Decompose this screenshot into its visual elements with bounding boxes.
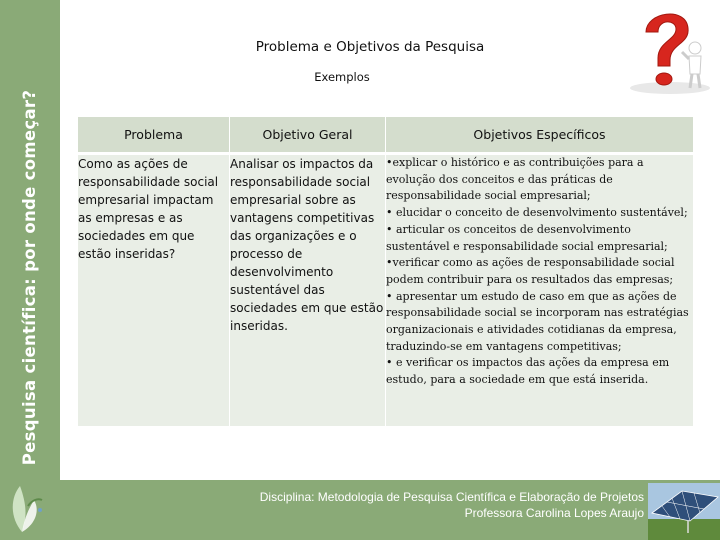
solar-panel-icon xyxy=(648,483,720,540)
footer-bar xyxy=(60,480,720,540)
header-problema: Problema xyxy=(78,117,230,154)
header-objetivo-geral: Objetivo Geral xyxy=(230,117,386,154)
cell-problema: Como as ações de responsabilidade social empresarial impactam as empresas e as sociedades em que estão inseridas? xyxy=(78,154,230,427)
table-row xyxy=(78,154,694,427)
left-sidebar xyxy=(0,0,60,540)
table-header-row xyxy=(78,117,694,154)
objetivo-item: • articular os conceitos de desenvolvimento sustentável e responsabilidade social empresarial; xyxy=(386,222,668,253)
vertical-title: Pesquisa científica: por onde começar? xyxy=(20,89,40,466)
cell-objetivos-especificos xyxy=(386,154,694,427)
objectives-table xyxy=(77,116,694,427)
objetivo-item: •verificar como as ações de responsabilidade social podem contribuir para os resultados das empresas; xyxy=(386,256,675,286)
page-subtitle: Exemplos xyxy=(314,70,370,84)
footer-course: Disciplina: Metodologia de Pesquisa Científica e Elaboração de Projetos xyxy=(259,490,644,504)
page-title: Problema e Objetivos da Pesquisa xyxy=(255,39,485,55)
cell-objetivo-geral: Analisar os impactos da responsabilidade social empresarial sobre as vantagens competitivas das organizações e o processo de desenvolvimento sustentável das sociedades em que estão inseridas. xyxy=(230,154,386,427)
question-mark-figure-icon xyxy=(622,2,718,98)
footer-professor: Professora Carolina Lopes Araujo xyxy=(464,506,644,520)
objetivo-item: • apresentar um estudo de caso em que as ações de responsabilidade social se incorporam nas estratégias organizacionais e atividades cotidianas da empresa, traduzindo-se em vantagens competitivas; xyxy=(386,289,689,353)
leaf-logo-icon xyxy=(6,480,48,536)
objetivo-item: • e verificar os impactos das ações da empresa em estudo, para a sociedade em que está inserida. xyxy=(386,356,670,387)
vertical-title-wrap xyxy=(16,89,44,466)
header-objetivos-especificos: Objetivos Específicos xyxy=(386,117,694,154)
objetivo-item: •explicar o histórico e as contribuições para a evolução dos conceitos e das práticas de responsabilidade social empresarial; xyxy=(386,156,644,203)
objetivo-item: • elucidar o conceito de desenvolvimento sustentável; xyxy=(386,206,688,220)
